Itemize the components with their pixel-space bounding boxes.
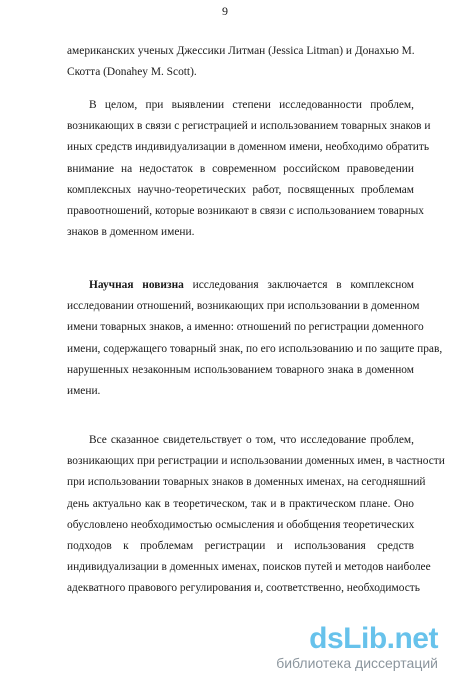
text-line: подходов к проблемам регистрации и использования средств xyxy=(67,539,414,552)
text-line: имени товарных знаков, а именно: отношений по регистрации доменного xyxy=(67,321,424,334)
watermark xyxy=(258,622,444,674)
paragraph-intro-continuation xyxy=(67,41,414,83)
text-line: правоотношений, которые возникают в связи с использованием товарных xyxy=(67,204,424,217)
text-fragment: исследования заключается в комплексном xyxy=(183,279,415,291)
text-line: возникающих при регистрации и использовании доменных имен, в частности xyxy=(67,455,445,468)
text-line: знаков в доменном имени. xyxy=(67,226,195,239)
text-line: имени. xyxy=(67,384,101,397)
page-number: 9 xyxy=(222,4,228,18)
paragraph-research-degree xyxy=(67,95,431,243)
watermark-logo: dsLib.net xyxy=(309,622,438,655)
text-line: американских ученых Джессики Литман (Jessica Litman) и Донахью М. xyxy=(67,45,415,57)
novelty-heading: Научная новизна xyxy=(89,279,184,291)
text-line: обусловлено необходимостью осмысления и обобщения теоретических xyxy=(67,518,415,531)
paragraph-scientific-novelty xyxy=(67,275,443,402)
text-line xyxy=(67,275,414,296)
text-line: имени, содержащего товарный знак, по его использованию и по защите прав, xyxy=(67,342,443,355)
text-line: нарушенных незаконным использованием товарного знака в доменном xyxy=(67,363,414,376)
paragraph-conclusion xyxy=(67,430,445,600)
text-line: индивидуализации в доменных именах, поисков путей и методов наиболее xyxy=(67,561,431,574)
text-line: иных средств индивидуализации в доменном имени, необходимо обратить xyxy=(67,141,430,154)
text-line: Скотта (Donahey M. Scott). xyxy=(67,66,197,79)
text-line: возникающих в связи с регистрацией и использованием товарных знаков и xyxy=(67,120,431,133)
text-line: при использовании товарных знаков в доменных именах, на сегодняшний xyxy=(67,476,426,489)
text-line: исследовании отношений, возникающих при использовании в доменном xyxy=(67,300,420,313)
watermark-caption: библиотека диссертаций xyxy=(276,655,438,671)
text-line: В целом, при выявлении степени исследованности проблем, xyxy=(89,99,414,111)
text-line: комплексных научно-теоретических работ, посвященных проблемам xyxy=(67,183,414,196)
text-line: адекватного правового регулирования и, соответственно, необходимость xyxy=(67,582,420,595)
text-line: день актуально как в теоретическом, так и в практическом плане. Оно xyxy=(67,497,414,510)
text-line: внимание на недостаток в современном российском правоведении xyxy=(67,162,414,175)
text-line: Все сказанное свидетельствует о том, что исследование проблем, xyxy=(89,434,414,446)
